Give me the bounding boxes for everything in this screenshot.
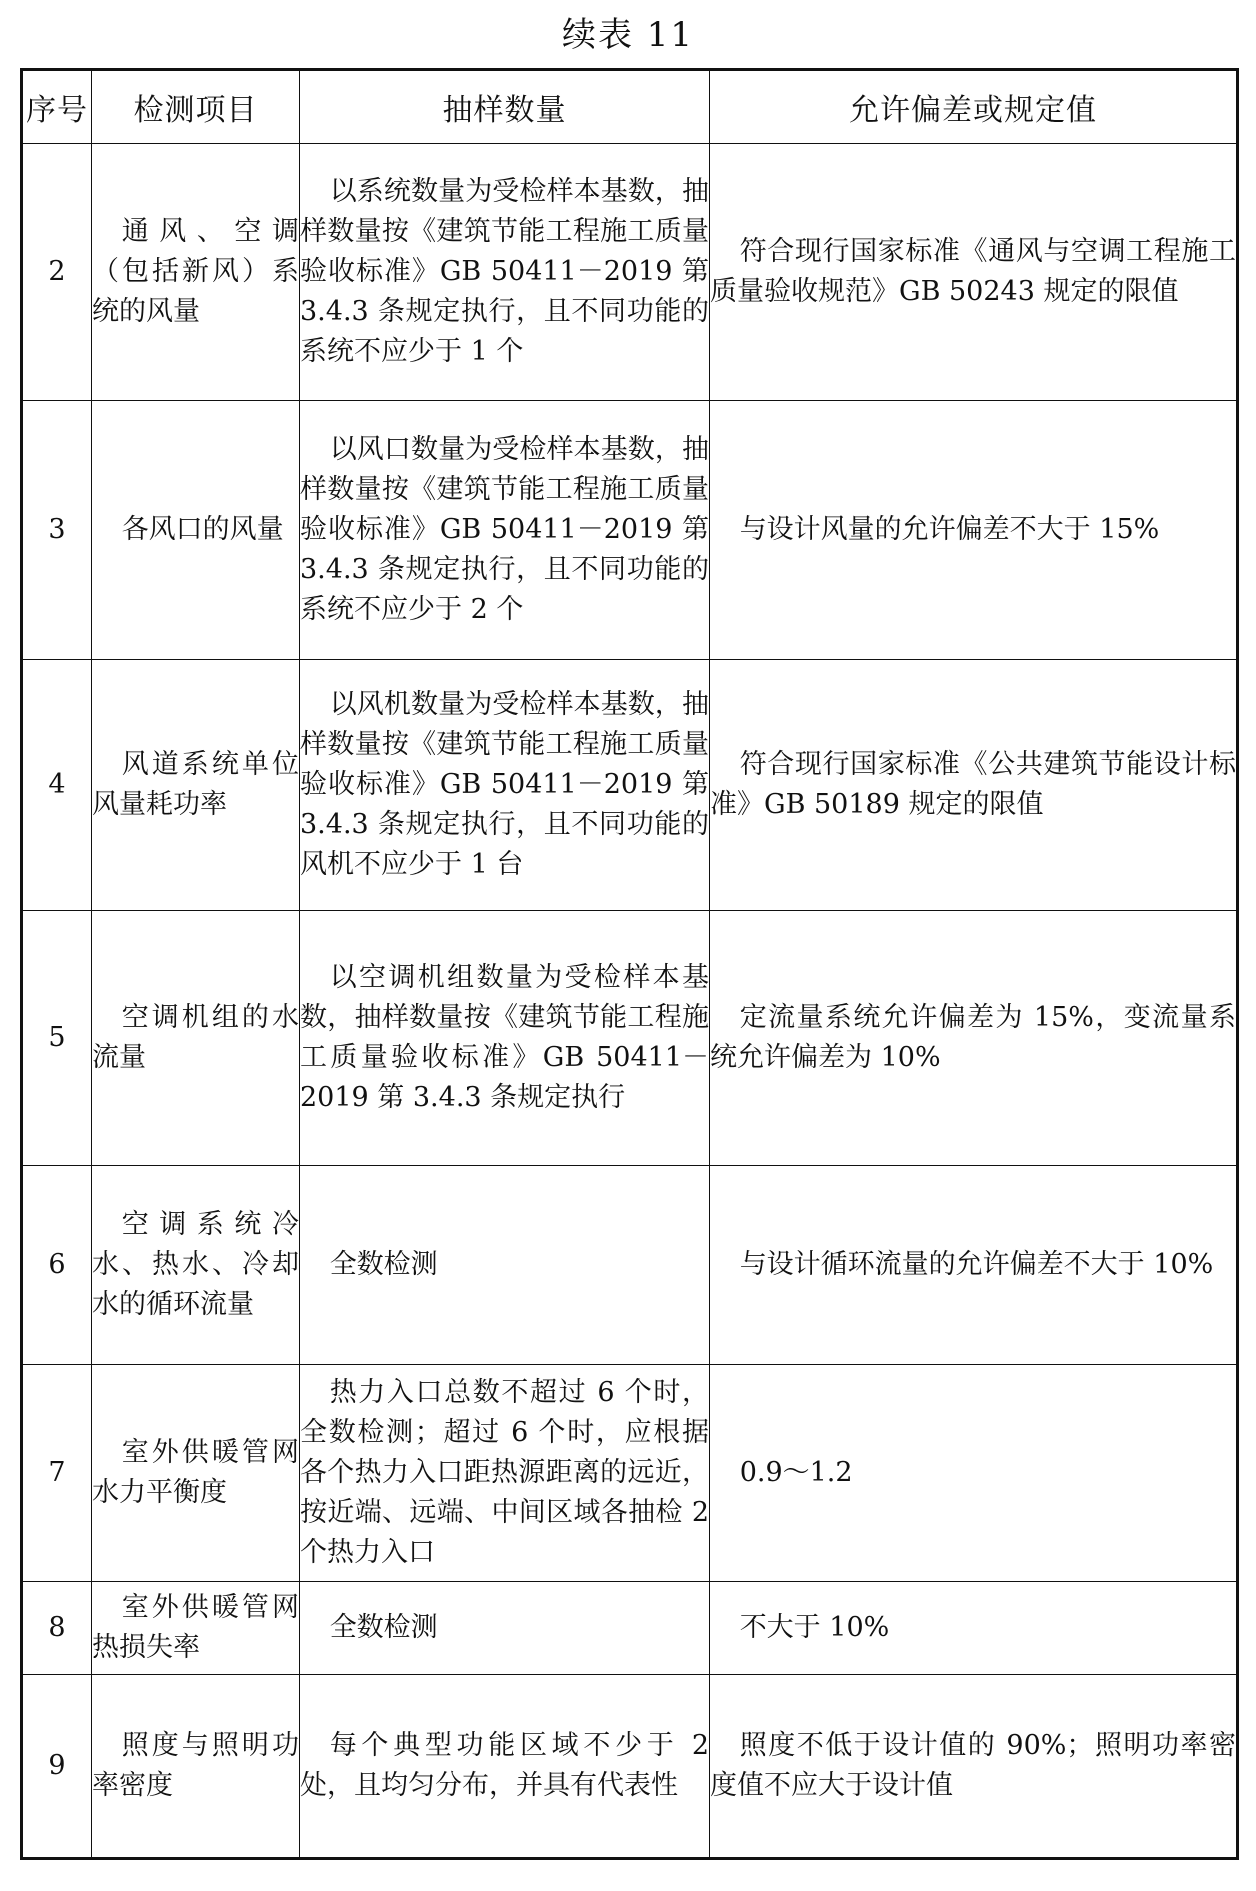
item-text: 通风、空调（包括新风）系统的风量: [92, 216, 299, 327]
item-text: 空调系统冷水、热水、冷却水的循环流量: [92, 1209, 299, 1320]
tolerance-text: 定流量系统允许偏差为 15%，变流量系统允许偏差为 10%: [710, 1002, 1236, 1073]
table-caption: 续表 11: [561, 15, 695, 55]
inspection-table: [20, 68, 1239, 1860]
row-sample: [300, 1166, 710, 1365]
tolerance-text: 照度不低于设计值的 90%；照明功率密度值不应大于设计值: [710, 1730, 1236, 1801]
row-sample: [300, 1365, 710, 1582]
sample-text: 以系统数量为受检样本基数，抽样数量按《建筑节能工程施工质量验收标准》GB 50411－2019 第 3.4.3 条规定执行，且不同功能的系统不应少于 1 个: [300, 176, 709, 367]
row-no: 8: [22, 1582, 92, 1675]
tolerance-text: 与设计风量的允许偏差不大于 15%: [739, 514, 1160, 545]
table-row: [22, 660, 1238, 911]
item-text: 室外供暖管网热损失率: [92, 1592, 299, 1663]
sample-text: 每个典型功能区域不少于 2 处，且均匀分布，并具有代表性: [300, 1730, 709, 1801]
row-item: [92, 660, 300, 911]
row-item: [92, 1582, 300, 1675]
row-tolerance: [710, 911, 1238, 1166]
sample-text: 全数检测: [329, 1612, 438, 1643]
table-row: [22, 1675, 1238, 1859]
item-text: 各风口的风量: [121, 514, 284, 545]
item-text: 空调机组的水流量: [92, 1002, 299, 1073]
row-sample: [300, 144, 710, 401]
row-item: [92, 401, 300, 660]
row-item: [92, 1365, 300, 1582]
sample-text: 以空调机组数量为受检样本基数，抽样数量按《建筑节能工程施工质量验收标准》GB 50411－2019 第 3.4.3 条规定执行: [300, 962, 709, 1113]
item-text: 室外供暖管网水力平衡度: [92, 1437, 299, 1508]
tolerance-text: 符合现行国家标准《公共建筑节能设计标准》GB 50189 规定的限值: [710, 749, 1236, 820]
row-no: 4: [22, 660, 92, 911]
row-sample: [300, 1582, 710, 1675]
sample-text: 全数检测: [329, 1249, 438, 1280]
row-no: 7: [22, 1365, 92, 1582]
table-row: [22, 911, 1238, 1166]
header-tolerance: 允许偏差或规定值: [710, 70, 1238, 144]
row-sample: [300, 660, 710, 911]
sample-text: 以风机数量为受检样本基数，抽样数量按《建筑节能工程施工质量验收标准》GB 50411－2019 第 3.4.3 条规定执行，且不同功能的风机不应少于 1 台: [300, 689, 709, 880]
row-no: 5: [22, 911, 92, 1166]
row-no: 6: [22, 1166, 92, 1365]
row-no: 9: [22, 1675, 92, 1859]
tolerance-text: 0.9～1.2: [739, 1457, 853, 1488]
row-item: [92, 1166, 300, 1365]
row-tolerance: [710, 660, 1238, 911]
row-item: [92, 1675, 300, 1859]
header-item: 检测项目: [92, 70, 300, 144]
item-text: 照度与照明功率密度: [92, 1730, 299, 1801]
header-sample: 抽样数量: [300, 70, 710, 144]
row-item: [92, 911, 300, 1166]
row-sample: [300, 911, 710, 1166]
table-row: [22, 1582, 1238, 1675]
header-no: 序号: [22, 70, 92, 144]
header-row: [22, 70, 1238, 144]
row-tolerance: [710, 1365, 1238, 1582]
row-sample: [300, 1675, 710, 1859]
row-sample: [300, 401, 710, 660]
row-item: [92, 144, 300, 401]
tolerance-text: 与设计循环流量的允许偏差不大于 10%: [739, 1249, 1214, 1280]
row-no: 2: [22, 144, 92, 401]
table-row: [22, 1166, 1238, 1365]
table-row: [22, 1365, 1238, 1582]
table-row: [22, 144, 1238, 401]
row-tolerance: [710, 401, 1238, 660]
row-tolerance: [710, 1166, 1238, 1365]
row-no: 3: [22, 401, 92, 660]
item-text: 风道系统单位风量耗功率: [92, 749, 299, 820]
sample-text: 热力入口总数不超过 6 个时，全数检测；超过 6 个时，应根据各个热力入口距热源距离的远近，按近端、远端、中间区域各抽检 2 个热力入口: [300, 1377, 709, 1568]
row-tolerance: [710, 1582, 1238, 1675]
row-tolerance: [710, 144, 1238, 401]
table-row: [22, 401, 1238, 660]
sample-text: 以风口数量为受检样本基数，抽样数量按《建筑节能工程施工质量验收标准》GB 50411－2019 第 3.4.3 条规定执行，且不同功能的系统不应少于 2 个: [300, 434, 709, 625]
row-tolerance: [710, 1675, 1238, 1859]
tolerance-text: 不大于 10%: [739, 1612, 890, 1643]
tolerance-text: 符合现行国家标准《通风与空调工程施工质量验收规范》GB 50243 规定的限值: [710, 236, 1236, 307]
